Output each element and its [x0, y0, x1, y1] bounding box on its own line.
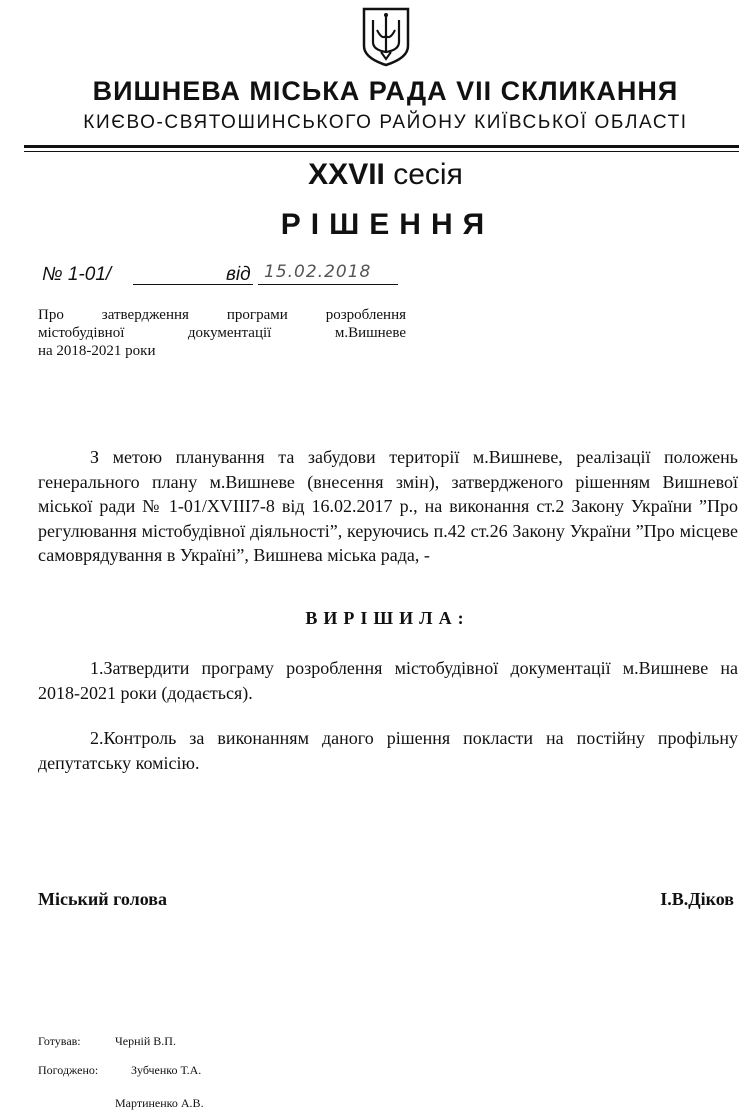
date-label: від	[226, 264, 251, 285]
resolution-item-2: 2.Контроль за виконанням даного рішення покласти на постійну профільну депутатську комісію.	[38, 728, 738, 773]
signatory-title: Міський голова	[38, 889, 167, 909]
document-type-heading: РІШЕННЯ	[280, 208, 495, 241]
subject-line-3: на 2018-2021 роки	[38, 343, 156, 359]
agreed-by-name-1: Зубченко Т.А.	[131, 1063, 202, 1077]
agreed-by-name-2: Мартиненко А.В.	[115, 1096, 204, 1110]
session-number: XXVII	[308, 158, 385, 191]
session-heading	[0, 158, 750, 192]
council-region: КИЄВО-СВЯТОШИНСЬКОГО РАЙОНУ КИЇВСЬКОЇ ОБЛАСТІ	[83, 112, 688, 133]
council-name: ВИШНЕВА МІСЬКА РАДА VII СКЛИКАННЯ	[92, 76, 679, 106]
subject-line-1: Про затвердження програми розроблення	[38, 307, 406, 323]
preamble-paragraph: З метою планування та забудови території м.Вишневе, реалізації положень генерального плану м.Вишневе (внесення змін), затвердженого рішенням Вишневої міської ради № 1-01/XVIII7-8 від 16.02.2017 р., на виконання ст.2 Закону України ”Про регулювання містобудівної діяльності”, керуючись п.42 ст.26 Закону України ”Про місцеве самоврядування в Україні”, Вишнева міська рада, -	[38, 447, 738, 565]
date-underline	[258, 284, 398, 285]
registration-line	[42, 264, 402, 290]
prepared-by-name: Черній В.П.	[115, 1034, 176, 1048]
handwritten-date: 15.02.2018	[264, 262, 372, 282]
trident-coat-of-arms-icon	[360, 6, 412, 68]
session-word: сесія	[393, 158, 463, 191]
subject-line-2: містобудівної документації м.Вишневе	[38, 325, 406, 341]
prepared-by-label: Готував:	[38, 1034, 81, 1048]
resolution-item-1: 1.Затвердити програму розроблення містобудівної документації м.Вишневе на 2018-2021 роки (додається).	[38, 658, 738, 703]
header-divider-thick	[24, 145, 739, 148]
header-divider-thin	[24, 151, 739, 152]
agreed-by-label: Погоджено:	[38, 1063, 99, 1077]
decision-subject	[38, 306, 406, 360]
signatory-name: І.В.Діков	[660, 889, 734, 909]
resolved-heading: ВИРІШИЛА:	[305, 608, 470, 628]
decision-number-label: № 1-01/	[42, 264, 112, 285]
